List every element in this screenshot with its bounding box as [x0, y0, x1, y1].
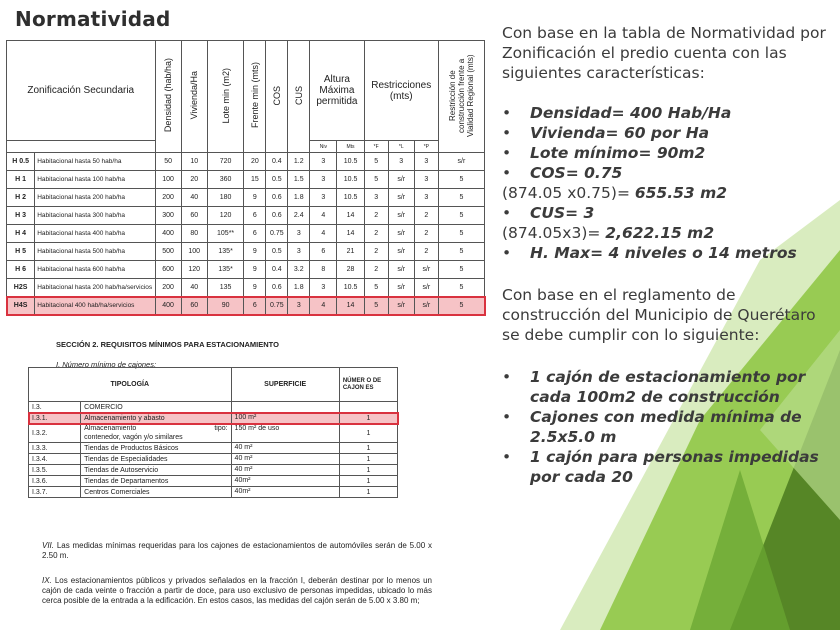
- parking-cell-numero: 1: [339, 476, 397, 487]
- zoning-cell-cus: 1.8: [288, 189, 310, 207]
- zoning-cell-dens: 300: [155, 207, 181, 225]
- bullet-glyph: •: [502, 244, 512, 262]
- zoning-row: [7, 297, 485, 315]
- reglamento-text: Con base en el reglamento de construcción del Municipio de Querétaro se debe cumplir con lo siguiente:: [502, 286, 816, 344]
- zoning-cell-l: s/r: [388, 279, 414, 297]
- zoning-cell-cos: 0.75: [266, 225, 288, 243]
- zoning-cell-lote: 135*: [207, 261, 244, 279]
- zoning-cell-rest: 5: [438, 189, 484, 207]
- parking-desc-line: [84, 424, 227, 433]
- parking-cell-desc: COMERCIO: [81, 402, 231, 413]
- bullet-glyph: •: [502, 204, 512, 222]
- zoning-cell-viv: 40: [181, 189, 207, 207]
- zoning-cell-code: H 0.5: [7, 153, 35, 171]
- zoning-cell-cus: 1.2: [288, 153, 310, 171]
- zoning-cell-cus: 3: [288, 297, 310, 315]
- zoning-cell-l: s/r: [388, 171, 414, 189]
- zoning-cell-l: s/r: [388, 243, 414, 261]
- zoning-row: [7, 207, 485, 225]
- bullet-glyph: •: [502, 368, 512, 386]
- header-densidad: Densidad (hab/ha): [155, 41, 181, 153]
- parking-cell-code: I.3.4.: [29, 454, 81, 465]
- bullet-glyph: •: [502, 104, 512, 122]
- bullet-altura: • H. Max= 4 niveles o 14 metros: [502, 244, 797, 262]
- zoning-cell-rest: s/r: [438, 153, 484, 171]
- parking-desc-text: tipo:: [214, 425, 228, 432]
- header-superficie: SUPERFICIE: [231, 368, 339, 402]
- zoning-cell-name: Habitacional hasta 400 hab/ha: [35, 225, 155, 243]
- bullet-glyph: •: [502, 408, 512, 426]
- parking-desc-line: contenedor, vagón y/o similares: [84, 434, 183, 441]
- zoning-cell-p: s/r: [414, 297, 438, 315]
- parking-cell-superficie: 40 m²: [231, 454, 339, 465]
- zoning-cell-cus: 3: [288, 243, 310, 261]
- zoning-cell-name: Habitacional hasta 600 hab/ha: [35, 261, 155, 279]
- zoning-cell-mts: 10.5: [337, 279, 364, 297]
- bullet-lote: • Lote mínimo= 90m2: [502, 144, 706, 162]
- zoning-cell-dens: 100: [155, 171, 181, 189]
- zoning-cell-name: Habitacional hasta 200 hab/ha: [35, 189, 155, 207]
- zoning-cell-p: s/r: [414, 279, 438, 297]
- parking-cell-numero: 1: [339, 443, 397, 454]
- zoning-cell-viv: 60: [181, 207, 207, 225]
- zoning-cell-l: 3: [388, 153, 414, 171]
- zoning-cell-f: 2: [364, 225, 388, 243]
- bullet-glyph: •: [502, 164, 512, 182]
- zoning-cell-l: s/r: [388, 225, 414, 243]
- zoning-cell-lote: 90: [207, 297, 244, 315]
- header-restricciones: Restricciones (mts): [364, 41, 438, 141]
- zoning-cell-mts: 14: [337, 225, 364, 243]
- zoning-cell-lote: 135: [207, 279, 244, 297]
- zoning-cell-p: 3: [414, 153, 438, 171]
- header-zonificacion: Zonificación Secundaria: [7, 41, 156, 141]
- zoning-cell-rest: 5: [438, 171, 484, 189]
- zoning-cell-dens: 400: [155, 225, 181, 243]
- zoning-cell-name: Habitacional hasta 50 hab/ha: [35, 153, 155, 171]
- cos-calculation: (874.05 x0.75)= 655.53 m2: [502, 184, 728, 202]
- paragraph-vii: VII. Las medidas mínimas requeridas para los cajones de estacionamientos de automóviles serán de 5.00 x 2.50 m.: [42, 541, 432, 560]
- zoning-cell-frente: 9: [244, 189, 266, 207]
- zoning-cell-dens: 400: [155, 297, 181, 315]
- zoning-cell-niv: 8: [310, 261, 337, 279]
- parking-cell-numero: 1: [339, 487, 397, 498]
- zoning-cell-f: 5: [364, 297, 388, 315]
- section2-subtitle: I. Número mínimo de cajones:: [56, 360, 157, 369]
- zoning-cell-lote: 120: [207, 207, 244, 225]
- zoning-cell-niv: 3: [310, 189, 337, 207]
- parking-row: [29, 476, 398, 487]
- slide-title: Normatividad: [15, 7, 171, 31]
- bullet-glyph: •: [502, 448, 512, 466]
- zoning-cell-name: Habitacional hasta 100 hab/ha: [35, 171, 155, 189]
- zoning-cell-viv: 10: [181, 153, 207, 171]
- parking-cell-code: I.3.3.: [29, 443, 81, 454]
- zoning-cell-rest: 5: [438, 279, 484, 297]
- zoning-cell-frente: 6: [244, 207, 266, 225]
- intro-text: Con base en la tabla de Normatividad por Zonificación el predio cuenta con las siguientes características:: [502, 24, 826, 82]
- zoning-cell-cus: 1.8: [288, 279, 310, 297]
- zoning-cell-viv: 80: [181, 225, 207, 243]
- zoning-cell-name: Habitacional hasta 200 hab/ha/servicios: [35, 279, 155, 297]
- zoning-cell-name: Habitacional 400 hab/ha/servicios: [35, 297, 155, 315]
- zoning-cell-lote: 135*: [207, 243, 244, 261]
- subheader-l: *L: [388, 141, 414, 153]
- bullet-cos: • COS= 0.75: [502, 164, 623, 182]
- zoning-cell-rest: 5: [438, 225, 484, 243]
- zoning-table-body: [7, 153, 485, 315]
- parking-row: [29, 424, 398, 443]
- zoning-cell-lote: 360: [207, 171, 244, 189]
- parking-cell-desc: Tiendas de Departamentos: [81, 476, 231, 487]
- bullet-glyph: •: [502, 144, 512, 162]
- zoning-cell-frente: 9: [244, 279, 266, 297]
- zoning-cell-cos: 0.5: [266, 171, 288, 189]
- zoning-cell-f: 2: [364, 207, 388, 225]
- parking-cell-code: I.3.1.: [29, 413, 81, 424]
- parking-cell-superficie: 40 m²: [231, 443, 339, 454]
- parking-row: [29, 465, 398, 476]
- parking-table: [28, 367, 398, 498]
- zoning-cell-niv: 3: [310, 171, 337, 189]
- bullet-cus: • CUS= 3: [502, 204, 595, 222]
- parking-cell-numero: [339, 402, 397, 413]
- zoning-cell-p: 2: [414, 207, 438, 225]
- zoning-cell-frente: 6: [244, 225, 266, 243]
- zoning-cell-cos: 0.4: [266, 153, 288, 171]
- zoning-cell-l: s/r: [388, 261, 414, 279]
- zoning-cell-code: H 5: [7, 243, 35, 261]
- zoning-cell-l: s/r: [388, 207, 414, 225]
- zoning-cell-mts: 14: [337, 207, 364, 225]
- zoning-cell-f: 2: [364, 243, 388, 261]
- zoning-cell-frente: 6: [244, 297, 266, 315]
- parking-cell-superficie: 40 m²: [231, 465, 339, 476]
- zoning-cell-niv: 3: [310, 279, 337, 297]
- section2-title: SECCIÓN 2. REQUISITOS MÍNIMOS PARA ESTACIONAMIENTO: [56, 340, 279, 349]
- zoning-cell-mts: 14: [337, 297, 364, 315]
- zoning-cell-code: H2S: [7, 279, 35, 297]
- zoning-cell-cus: 2.4: [288, 207, 310, 225]
- parking-cell-numero: 1: [339, 413, 397, 424]
- zoning-cell-cus: 3: [288, 225, 310, 243]
- header-numero-cajones: NÚMER O DE CAJON ES: [339, 368, 397, 402]
- subheader-empty: [7, 141, 156, 153]
- bullet-vivienda: • Vivienda= 60 por Ha: [502, 124, 710, 142]
- parking-cell-superficie: 100 m²: [231, 413, 339, 424]
- zoning-cell-mts: 10.5: [337, 189, 364, 207]
- parking-cell-superficie: 40m²: [231, 487, 339, 498]
- zoning-cell-p: 3: [414, 171, 438, 189]
- zoning-cell-rest: 5: [438, 207, 484, 225]
- zoning-cell-niv: 4: [310, 207, 337, 225]
- parking-header-row: [29, 368, 398, 402]
- zoning-cell-mts: 21: [337, 243, 364, 261]
- zoning-cell-rest: 5: [438, 297, 484, 315]
- zoning-cell-l: s/r: [388, 297, 414, 315]
- zoning-cell-p: s/r: [414, 261, 438, 279]
- parking-cell-code: I.3.: [29, 402, 81, 413]
- zoning-cell-niv: 4: [310, 225, 337, 243]
- zoning-row: [7, 261, 485, 279]
- zoning-cell-cos: 0.75: [266, 297, 288, 315]
- zoning-cell-dens: 600: [155, 261, 181, 279]
- parking-cell-numero: 1: [339, 454, 397, 465]
- zoning-cell-frente: 20: [244, 153, 266, 171]
- parking-cell-code: I.3.6.: [29, 476, 81, 487]
- zoning-cell-viv: 60: [181, 297, 207, 315]
- bullet-glyph: •: [502, 124, 512, 142]
- zoning-cell-cos: 0.4: [266, 261, 288, 279]
- zoning-cell-lote: 720: [207, 153, 244, 171]
- zoning-cell-f: 5: [364, 279, 388, 297]
- zoning-cell-cos: 0.5: [266, 243, 288, 261]
- header-restriccion-vial: Restricción de construcción frente a Vialidad Regional (mts): [438, 41, 484, 153]
- zoning-row: [7, 279, 485, 297]
- parking-row: [29, 443, 398, 454]
- zoning-row: [7, 243, 485, 261]
- parking-cell-numero: 1: [339, 424, 397, 443]
- zoning-cell-frente: 9: [244, 243, 266, 261]
- zoning-cell-f: 5: [364, 171, 388, 189]
- header-altura: Altura Máxima permitida: [310, 41, 364, 141]
- zoning-cell-viv: 120: [181, 261, 207, 279]
- zoning-cell-dens: 200: [155, 279, 181, 297]
- header-cus: CUS: [288, 41, 310, 153]
- zoning-cell-code: H 3: [7, 207, 35, 225]
- zoning-cell-p: 3: [414, 189, 438, 207]
- zoning-cell-f: 2: [364, 261, 388, 279]
- paragraph-ix: IX. Los estacionamientos públicos y privados señalados en la fracción I, deberán destinar por lo menos un cajón de cada veinte o fracción a partir de doce, para uso exclusivo de personas impedidas, ubicado lo más cerca posible de la entrada a la edificación. En estos casos, las medidas del cajón serán de 5.00 x 3.80 m;: [42, 576, 432, 605]
- parking-cell-code: I.3.7.: [29, 487, 81, 498]
- parking-cell-code: I.3.2.: [29, 424, 81, 443]
- parking-cell-superficie: [231, 402, 339, 413]
- parking-cell-desc: Almacenamiento y abasto: [81, 413, 231, 424]
- header-vivienda: Vivienda/Ha: [181, 41, 207, 153]
- parking-cell-desc: Tiendas de Especialidades: [81, 454, 231, 465]
- parking-cell-desc: Tiendas de Autoservicio: [81, 465, 231, 476]
- zoning-cell-niv: 6: [310, 243, 337, 261]
- zoning-row: [7, 171, 485, 189]
- subheader-f: *F: [364, 141, 388, 153]
- subheader-mts: Mts: [337, 141, 364, 153]
- parking-row: [29, 413, 398, 424]
- zoning-cell-viv: 100: [181, 243, 207, 261]
- subheader-p: *P: [414, 141, 438, 153]
- parking-row: [29, 487, 398, 498]
- zoning-cell-l: s/r: [388, 189, 414, 207]
- bullet-cajon-impedidas: • 1 cajón para personas impedidas por cada 20: [502, 448, 819, 486]
- parking-cell-superficie: 40m²: [231, 476, 339, 487]
- zoning-header-row: [7, 41, 485, 141]
- bullet-medida-cajon: • Cajones con medida mínima de 2.5x5.0 m: [502, 408, 802, 446]
- zoning-cell-code: H 4: [7, 225, 35, 243]
- zoning-cell-f: 5: [364, 153, 388, 171]
- zoning-cell-frente: 15: [244, 171, 266, 189]
- parking-table-body: [29, 402, 398, 498]
- zoning-cell-mts: 10.5: [337, 171, 364, 189]
- zoning-cell-cus: 1.5: [288, 171, 310, 189]
- zoning-cell-cos: 0.6: [266, 279, 288, 297]
- zoning-cell-cos: 0.6: [266, 207, 288, 225]
- zoning-cell-mts: 28: [337, 261, 364, 279]
- zoning-cell-name: Habitacional hasta 500 hab/ha: [35, 243, 155, 261]
- bullet-densidad: • Densidad= 400 Hab/Ha: [502, 104, 732, 122]
- header-lote: Lote min (m2): [207, 41, 244, 153]
- subheader-niv: Niv: [310, 141, 337, 153]
- zoning-cell-name: Habitacional hasta 300 hab/ha: [35, 207, 155, 225]
- bullet-cajon-100m2: • 1 cajón de estacionamiento por cada 100m2 de construcción: [502, 368, 806, 406]
- zoning-cell-code: H4S: [7, 297, 35, 315]
- parking-cell-numero: 1: [339, 465, 397, 476]
- parking-desc-text: Almacenamiento: [84, 425, 137, 432]
- zoning-cell-dens: 200: [155, 189, 181, 207]
- zoning-cell-f: 3: [364, 189, 388, 207]
- zoning-cell-p: 2: [414, 225, 438, 243]
- parking-cell-code: I.3.5.: [29, 465, 81, 476]
- parking-cell-desc: [81, 424, 231, 443]
- zoning-cell-cos: 0.6: [266, 189, 288, 207]
- parking-cell-desc: Centros Comerciales: [81, 487, 231, 498]
- header-tipologia: TIPOLOGÍA: [29, 368, 232, 402]
- zoning-table: [6, 40, 485, 315]
- zoning-cell-rest: 5: [438, 261, 484, 279]
- zoning-cell-viv: 20: [181, 171, 207, 189]
- zoning-cell-code: H 6: [7, 261, 35, 279]
- zoning-cell-rest: 5: [438, 243, 484, 261]
- zoning-cell-lote: 105**: [207, 225, 244, 243]
- parking-row: [29, 402, 398, 413]
- zoning-cell-p: 2: [414, 243, 438, 261]
- header-cos: COS: [266, 41, 288, 153]
- parking-cell-superficie: 150 m² de uso: [231, 424, 339, 443]
- zoning-cell-code: H 1: [7, 171, 35, 189]
- zoning-cell-dens: 500: [155, 243, 181, 261]
- zoning-row: [7, 153, 485, 171]
- zoning-cell-lote: 180: [207, 189, 244, 207]
- cus-calculation: (874.05x3)= 2,622.15 m2: [502, 224, 715, 242]
- zoning-cell-mts: 10.5: [337, 153, 364, 171]
- header-frente: Frente min (mts): [244, 41, 266, 153]
- zoning-row: [7, 225, 485, 243]
- parking-row: [29, 454, 398, 465]
- zoning-cell-niv: 3: [310, 153, 337, 171]
- zoning-row: [7, 189, 485, 207]
- parking-cell-desc: Tiendas de Productos Básicos: [81, 443, 231, 454]
- zoning-cell-niv: 4: [310, 297, 337, 315]
- zoning-cell-dens: 50: [155, 153, 181, 171]
- zoning-cell-viv: 40: [181, 279, 207, 297]
- zoning-cell-frente: 9: [244, 261, 266, 279]
- zoning-cell-code: H 2: [7, 189, 35, 207]
- zoning-cell-cus: 3.2: [288, 261, 310, 279]
